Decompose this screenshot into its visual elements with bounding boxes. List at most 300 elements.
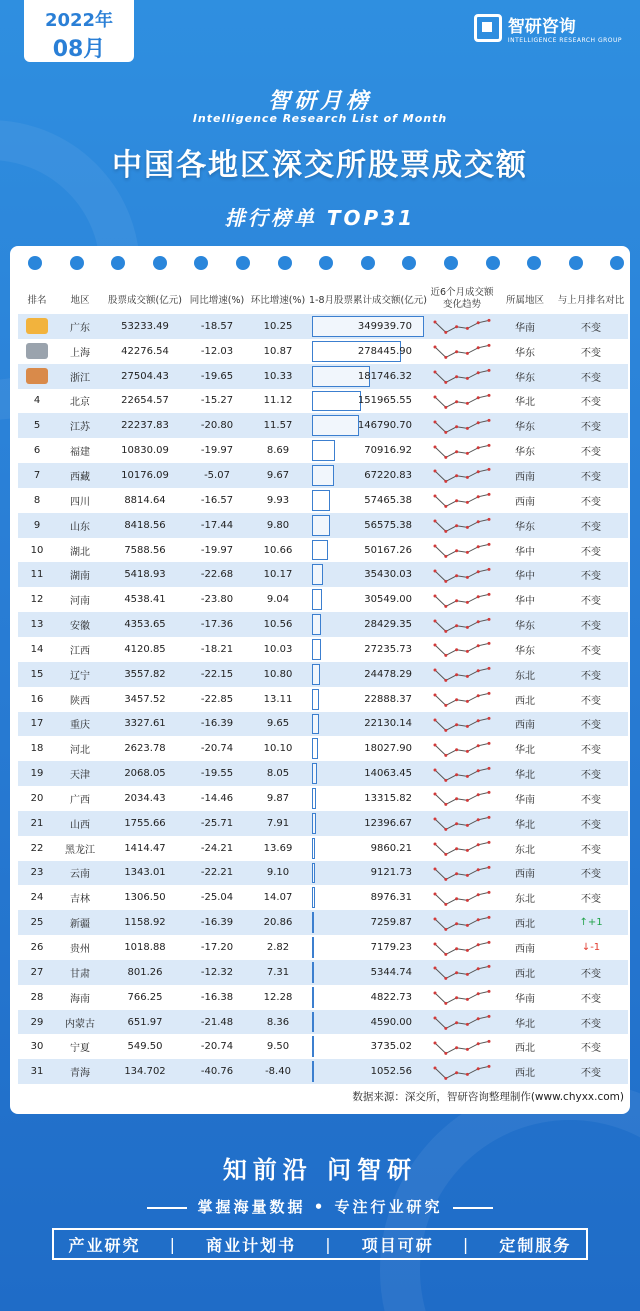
cumulative-value: 181746.32 xyxy=(357,370,412,382)
rank-label: 排行榜单 TOP31 xyxy=(224,206,416,230)
cell-amount: 1306.50 xyxy=(104,885,186,910)
cell-mom: 9.67 xyxy=(248,463,308,488)
cell-cumulative xyxy=(308,786,428,811)
cell-region: 山西 xyxy=(56,811,104,836)
cell-trend xyxy=(428,811,496,836)
cell-rank-change: 不变 xyxy=(554,1059,628,1084)
trend-point xyxy=(466,526,469,529)
cell-region: 内蒙古 xyxy=(56,1010,104,1035)
binder-dot xyxy=(28,256,42,270)
trend-point xyxy=(477,520,480,523)
cell-rank: 10 xyxy=(18,538,56,563)
binder-dot xyxy=(569,256,583,270)
cell-area: 华中 xyxy=(496,562,554,587)
trend-sparkline xyxy=(431,440,493,462)
col-cumulative: 1-8月股票累计成交额(亿元) xyxy=(309,295,427,306)
cell-yoy: -20.74 xyxy=(186,1034,248,1059)
cell-amount: 2068.05 xyxy=(104,761,186,786)
cell-trend xyxy=(428,314,496,339)
cell-cumulative xyxy=(308,587,428,612)
trend-point xyxy=(455,500,458,503)
cell-mom: 7.91 xyxy=(248,811,308,836)
cell-yoy: -19.97 xyxy=(186,438,248,463)
trend-point xyxy=(488,468,491,471)
cell-yoy: -21.48 xyxy=(186,1010,248,1035)
cell-rank: 4 xyxy=(18,389,56,414)
trend-point xyxy=(477,943,480,946)
page-title: 中国各地区深交所股票成交额 xyxy=(112,148,528,183)
trend-point xyxy=(455,748,458,751)
trend-point xyxy=(466,1048,469,1051)
cell-rank: 12 xyxy=(18,587,56,612)
trend-point xyxy=(466,501,469,504)
cell-amount: 4120.85 xyxy=(104,637,186,662)
cumulative-value: 349939.70 xyxy=(357,320,412,332)
cell-rank-change: 不变 xyxy=(554,637,628,662)
trend-point xyxy=(434,892,437,895)
trend-point xyxy=(444,356,447,359)
cumulative-bar xyxy=(312,763,317,784)
cell-area: 华北 xyxy=(496,1010,554,1035)
trend-point xyxy=(444,928,447,931)
trend-point xyxy=(434,718,437,721)
cell-mom: 9.93 xyxy=(248,488,308,513)
trend-point xyxy=(477,719,480,722)
cell-trend xyxy=(428,1059,496,1084)
trend-sparkline xyxy=(431,887,493,909)
medal-icon xyxy=(26,368,48,384)
trend-line xyxy=(435,619,489,631)
trend-point xyxy=(466,377,469,380)
cell-rank-change: 不变 xyxy=(554,314,628,339)
cell-trend xyxy=(428,1034,496,1059)
cell-mom: 9.50 xyxy=(248,1034,308,1059)
trend-point xyxy=(455,872,458,875)
cell-amount: 134.702 xyxy=(104,1059,186,1084)
cumulative-bar xyxy=(312,962,314,983)
cell-area: 华东 xyxy=(496,513,554,538)
cell-amount: 22237.83 xyxy=(104,413,186,438)
trend-line xyxy=(435,892,489,904)
trend-point xyxy=(477,819,480,822)
trend-point xyxy=(488,344,491,347)
trend-point xyxy=(455,351,458,354)
cumulative-bar xyxy=(312,515,330,536)
cell-region: 辽宁 xyxy=(56,662,104,687)
cell-area: 华东 xyxy=(496,364,554,389)
trend-line xyxy=(435,843,489,855)
cell-rank-change: 不变 xyxy=(554,960,628,985)
trend-point xyxy=(434,743,437,746)
trend-sparkline xyxy=(431,614,493,636)
trend-point xyxy=(444,729,447,732)
cumulative-value: 9121.73 xyxy=(370,867,412,879)
trend-point xyxy=(444,1027,447,1030)
trend-point xyxy=(455,723,458,726)
trend-point xyxy=(488,767,491,770)
cell-mom: 13.11 xyxy=(248,687,308,712)
trend-point xyxy=(488,841,491,844)
trend-point xyxy=(477,868,480,871)
cell-cumulative xyxy=(308,811,428,836)
trend-sparkline xyxy=(431,390,493,412)
cell-trend xyxy=(428,538,496,563)
cumulative-bar xyxy=(312,738,318,759)
trend-point xyxy=(477,371,480,374)
trend-point xyxy=(466,998,469,1001)
cell-trend xyxy=(428,935,496,960)
trend-point xyxy=(466,750,469,753)
cell-trend xyxy=(428,438,496,463)
cumulative-value: 146790.70 xyxy=(357,420,412,432)
cell-rank-change: 不变 xyxy=(554,811,628,836)
service-item: 商业计划书 xyxy=(206,1235,297,1255)
cell-mom: 20.86 xyxy=(248,910,308,935)
trend-point xyxy=(488,791,491,794)
table-row xyxy=(18,662,628,687)
trend-point xyxy=(455,698,458,701)
cell-amount: 651.97 xyxy=(104,1010,186,1035)
cumulative-value: 57465.38 xyxy=(364,494,412,506)
trend-line xyxy=(435,718,489,730)
cumulative-bar xyxy=(312,490,330,511)
cell-yoy: -19.55 xyxy=(186,761,248,786)
cell-yoy: -12.32 xyxy=(186,960,248,985)
cell-amount: 1414.47 xyxy=(104,836,186,861)
binder-dot xyxy=(527,256,541,270)
table-row xyxy=(18,861,628,886)
binder-dot xyxy=(194,256,208,270)
table-row xyxy=(18,463,628,488)
cell-trend xyxy=(428,339,496,364)
cell-region: 青海 xyxy=(56,1059,104,1084)
cell-yoy: -17.20 xyxy=(186,935,248,960)
cell-rank-change: 不变 xyxy=(554,885,628,910)
trend-point xyxy=(466,327,469,330)
cell-yoy: -5.07 xyxy=(186,463,248,488)
trend-point xyxy=(466,849,469,852)
cell-rank: 24 xyxy=(18,885,56,910)
cell-amount: 10176.09 xyxy=(104,463,186,488)
cell-cumulative xyxy=(308,985,428,1010)
divider xyxy=(453,1207,493,1209)
trend-line xyxy=(435,693,489,705)
trend-point xyxy=(477,496,480,499)
cell-cumulative xyxy=(308,438,428,463)
binder-dot xyxy=(111,256,125,270)
cell-rank: 30 xyxy=(18,1034,56,1059)
binder-dot xyxy=(236,256,250,270)
trend-point xyxy=(434,768,437,771)
trend-line xyxy=(435,867,489,879)
cell-cumulative xyxy=(308,612,428,637)
trend-point xyxy=(477,1042,480,1045)
cell-rank: 8 xyxy=(18,488,56,513)
cumulative-value: 56575.38 xyxy=(364,519,412,531)
trend-point xyxy=(466,799,469,802)
cell-mom: 10.10 xyxy=(248,736,308,761)
cell-area: 华北 xyxy=(496,389,554,414)
binder-dots xyxy=(10,256,630,272)
table-row xyxy=(18,1034,628,1059)
cell-region: 新疆 xyxy=(56,910,104,935)
cumulative-value: 67220.83 xyxy=(364,469,412,481)
footer-tagline: 掌握海量数据 • 专注行业研究 xyxy=(197,1198,443,1216)
trend-point xyxy=(466,452,469,455)
cumulative-value: 7259.87 xyxy=(370,917,412,929)
binder-dot xyxy=(361,256,375,270)
cumulative-bar xyxy=(312,714,319,735)
trend-point xyxy=(466,476,469,479)
cumulative-value: 12396.67 xyxy=(364,817,412,829)
cell-area: 西北 xyxy=(496,687,554,712)
cell-trend xyxy=(428,836,496,861)
trend-sparkline xyxy=(431,812,493,834)
cumulative-bar xyxy=(312,1036,314,1057)
trend-point xyxy=(455,400,458,403)
trend-point xyxy=(466,625,469,628)
badge-month: 08月 xyxy=(52,37,106,62)
table-row xyxy=(18,761,628,786)
trend-point xyxy=(488,891,491,894)
cell-region: 浙江 xyxy=(56,364,104,389)
trend-point xyxy=(477,918,480,921)
cell-rank-change: 不变 xyxy=(554,538,628,563)
trend-point xyxy=(444,679,447,682)
trend-point xyxy=(444,381,447,384)
trend-point xyxy=(488,493,491,496)
trend-point xyxy=(455,847,458,850)
col-rank: 排名 xyxy=(27,295,47,306)
table-row xyxy=(18,786,628,811)
header-subtitle: 智研月榜 xyxy=(267,89,372,114)
table-row xyxy=(18,885,628,910)
cell-yoy: -22.15 xyxy=(186,662,248,687)
table-row xyxy=(18,562,628,587)
trend-point xyxy=(477,694,480,697)
trend-point xyxy=(444,828,447,831)
col-trend: 近6个月成交额变化趋势 xyxy=(430,287,494,310)
cell-cumulative xyxy=(308,687,428,712)
cell-area: 东北 xyxy=(496,836,554,861)
cell-rank-change: 不变 xyxy=(554,513,628,538)
cell-mom: 10.33 xyxy=(248,364,308,389)
cumulative-bar xyxy=(312,912,314,933)
trend-point xyxy=(477,1067,480,1070)
date-badge xyxy=(24,0,134,62)
trend-point xyxy=(477,471,480,474)
cumulative-value: 9860.21 xyxy=(370,842,412,854)
trend-point xyxy=(488,692,491,695)
cell-cumulative xyxy=(308,1059,428,1084)
trend-point xyxy=(466,352,469,355)
cell-cumulative xyxy=(308,761,428,786)
cumulative-bar xyxy=(312,639,321,660)
trend-sparkline xyxy=(431,912,493,934)
footer-tagline-wrap xyxy=(0,1196,640,1217)
trend-point xyxy=(477,993,480,996)
trend-sparkline xyxy=(431,663,493,685)
col-area: 所属地区 xyxy=(505,295,544,306)
medal-icon xyxy=(26,343,48,359)
trend-sparkline xyxy=(431,713,493,735)
cell-rank: 31 xyxy=(18,1059,56,1084)
trend-point xyxy=(488,990,491,993)
trend-line xyxy=(435,967,489,979)
cell-yoy: -19.65 xyxy=(186,364,248,389)
table-row xyxy=(18,910,628,935)
table-row xyxy=(18,314,628,339)
trend-line xyxy=(435,495,489,507)
trend-point xyxy=(466,650,469,653)
trend-point xyxy=(444,629,447,632)
trend-point xyxy=(488,916,491,919)
trend-point xyxy=(455,922,458,925)
cell-trend xyxy=(428,761,496,786)
trend-point xyxy=(455,1071,458,1074)
trend-point xyxy=(434,371,437,374)
cell-trend xyxy=(428,488,496,513)
trend-point xyxy=(466,1073,469,1076)
cell-cumulative xyxy=(308,513,428,538)
trend-point xyxy=(477,968,480,971)
cell-mom: 10.56 xyxy=(248,612,308,637)
cell-mom: 10.17 xyxy=(248,562,308,587)
cell-cumulative xyxy=(308,861,428,886)
cell-amount: 8418.56 xyxy=(104,513,186,538)
cell-rank-change: 不变 xyxy=(554,339,628,364)
cell-rank: 7 xyxy=(18,463,56,488)
cell-trend xyxy=(428,637,496,662)
cell-yoy: -22.68 xyxy=(186,562,248,587)
cell-region: 西藏 xyxy=(56,463,104,488)
cell-rank-change: 不变 xyxy=(554,587,628,612)
cell-rank: 15 xyxy=(18,662,56,687)
trend-line xyxy=(435,395,489,407)
trend-sparkline xyxy=(431,937,493,959)
separator: | xyxy=(325,1234,333,1254)
trend-point xyxy=(488,593,491,596)
cell-mom: 9.80 xyxy=(248,513,308,538)
trend-sparkline xyxy=(431,489,493,511)
trend-line xyxy=(435,644,489,656)
trend-point xyxy=(477,570,480,573)
cell-yoy: -12.03 xyxy=(186,339,248,364)
cell-region: 安徽 xyxy=(56,612,104,637)
separator: | xyxy=(169,1234,178,1254)
cumulative-value: 7179.23 xyxy=(370,942,412,954)
cell-rank-change: 不变 xyxy=(554,612,628,637)
cell-rank-change: 不变 xyxy=(554,761,628,786)
trend-line xyxy=(435,1041,489,1053)
cell-trend xyxy=(428,712,496,737)
trend-point xyxy=(434,495,437,498)
cumulative-bar xyxy=(312,589,322,610)
trend-point xyxy=(455,649,458,652)
cell-rank: 21 xyxy=(18,811,56,836)
trend-line xyxy=(435,942,489,954)
cell-rank: 20 xyxy=(18,786,56,811)
cell-mom: 9.10 xyxy=(248,861,308,886)
trend-point xyxy=(455,1046,458,1049)
cumulative-bar xyxy=(312,1012,314,1033)
cell-yoy: -18.21 xyxy=(186,637,248,662)
trend-point xyxy=(488,394,491,397)
ranking-card xyxy=(10,246,630,1114)
trend-point xyxy=(477,620,480,623)
cumulative-value: 1052.56 xyxy=(370,1066,412,1078)
trend-line xyxy=(435,1066,489,1078)
cell-yoy: -16.38 xyxy=(186,985,248,1010)
cell-rank-change: 不变 xyxy=(554,438,628,463)
cell-amount: 1343.01 xyxy=(104,861,186,886)
trend-point xyxy=(434,669,437,672)
cell-region: 吉林 xyxy=(56,885,104,910)
cell-rank-change: 不变 xyxy=(554,662,628,687)
trend-point xyxy=(455,425,458,428)
trend-point xyxy=(477,794,480,797)
cell-yoy: -25.04 xyxy=(186,885,248,910)
trend-point xyxy=(444,803,447,806)
trend-sparkline xyxy=(431,961,493,983)
trend-point xyxy=(434,594,437,597)
cell-rank-change: 不变 xyxy=(554,786,628,811)
trend-point xyxy=(477,347,480,350)
trend-point xyxy=(488,617,491,620)
cell-cumulative xyxy=(308,1034,428,1059)
cumulative-value: 28429.35 xyxy=(364,619,412,631)
trend-point xyxy=(434,843,437,846)
trend-sparkline xyxy=(431,564,493,586)
trend-point xyxy=(444,605,447,608)
trend-point xyxy=(434,818,437,821)
cell-cumulative xyxy=(308,314,428,339)
cell-rank-change: 不变 xyxy=(554,562,628,587)
table-row xyxy=(18,687,628,712)
trend-point xyxy=(466,675,469,678)
cell-rank-change: 不变 xyxy=(554,488,628,513)
binder-dot xyxy=(278,256,292,270)
trend-point xyxy=(434,619,437,622)
trend-point xyxy=(466,402,469,405)
cell-area: 西南 xyxy=(496,935,554,960)
cell-amount: 766.25 xyxy=(104,985,186,1010)
trend-point xyxy=(444,505,447,508)
trend-point xyxy=(477,421,480,424)
cell-trend xyxy=(428,587,496,612)
trend-point xyxy=(434,569,437,572)
cell-rank: 27 xyxy=(18,960,56,985)
cumulative-value: 3735.02 xyxy=(370,1041,412,1053)
trend-line xyxy=(435,1016,489,1028)
trend-point xyxy=(488,518,491,521)
trend-point xyxy=(466,725,469,728)
trend-point xyxy=(434,992,437,995)
cell-area: 西南 xyxy=(496,488,554,513)
cumulative-value: 5344.74 xyxy=(370,966,412,978)
cell-mom: 11.12 xyxy=(248,389,308,414)
trend-point xyxy=(444,779,447,782)
cell-rank: 5 xyxy=(18,413,56,438)
ranking-table xyxy=(18,284,628,1084)
cell-amount: 2623.78 xyxy=(104,736,186,761)
trend-point xyxy=(444,406,447,409)
cumulative-value: 4590.00 xyxy=(370,1016,412,1028)
cumulative-bar xyxy=(312,440,335,461)
cell-yoy: -19.97 xyxy=(186,538,248,563)
cell-yoy: -23.80 xyxy=(186,587,248,612)
cell-mom: 10.87 xyxy=(248,339,308,364)
